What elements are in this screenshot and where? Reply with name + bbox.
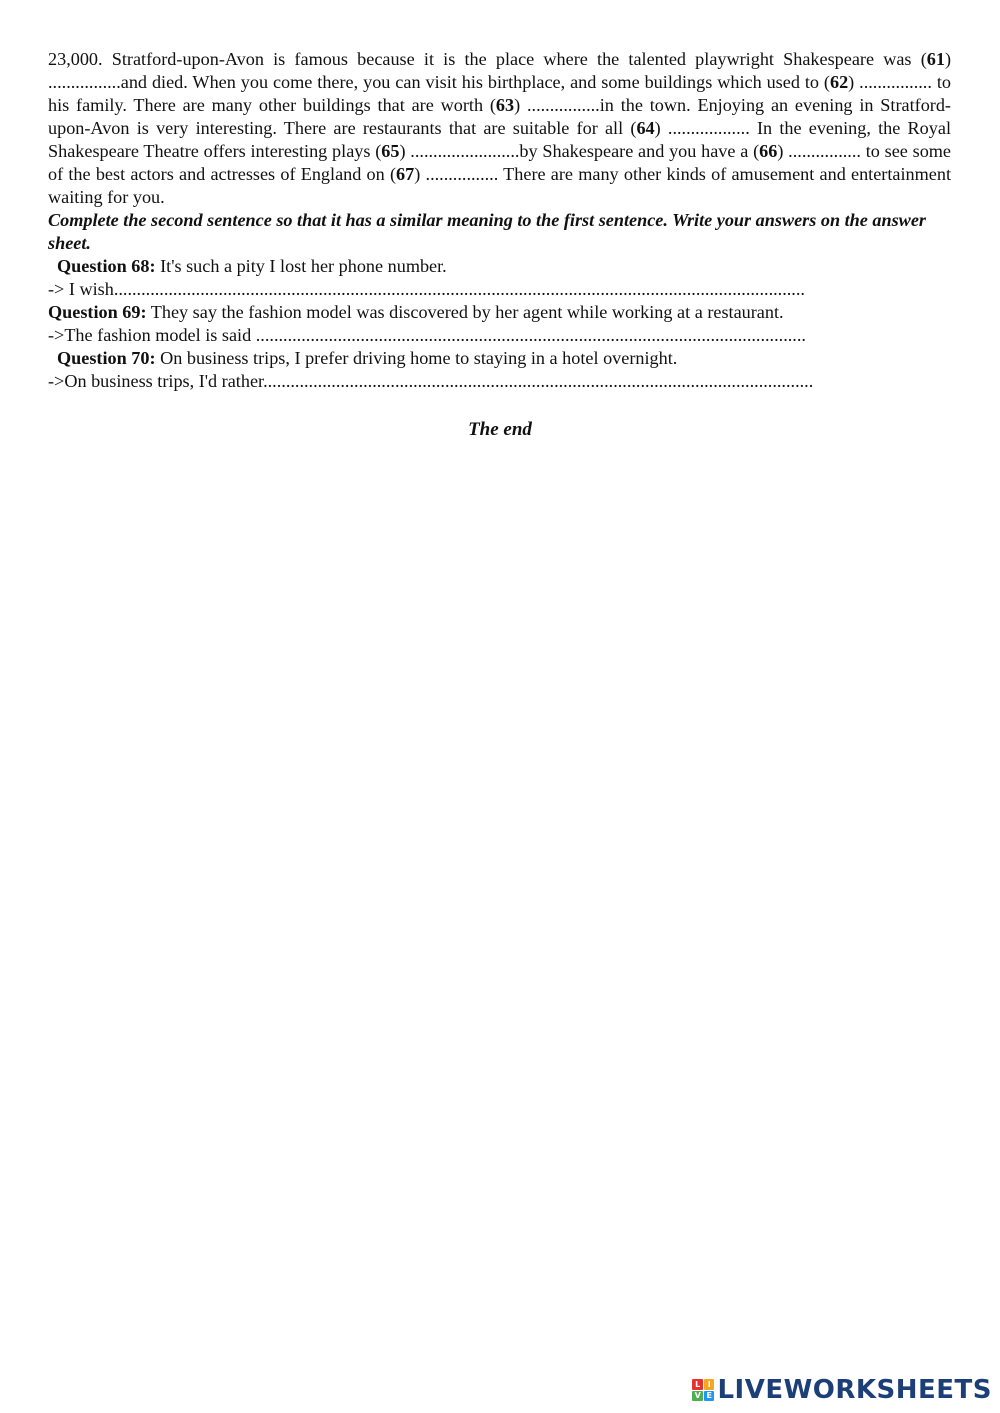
question-68 [48, 255, 951, 278]
passage-text: ) .................. In the evening, the Royal Shakespeare Theatre offers interesting plays ( [48, 118, 951, 161]
end-heading: The end [468, 419, 532, 440]
passage-text: ) ................in the town. Enjoying an evening in Stratford-upon-Avon is very interesting. There are restaurants that are suitable for all ( [48, 95, 951, 138]
worksheet-page [48, 48, 951, 393]
question-label: Question 70: [57, 348, 156, 368]
gap-number-62: 62 [829, 72, 849, 92]
gap-number-63: 63 [495, 95, 515, 115]
question-label: Question 68: [57, 256, 156, 276]
question-69 [48, 301, 951, 324]
liveworksheets-logo-icon [692, 1379, 714, 1401]
question-70 [48, 347, 951, 370]
gap-number-65: 65 [381, 141, 400, 161]
logo-letter: I [704, 1379, 715, 1390]
answer-line-70[interactable]: ->On business trips, I'd rather......................................................................................................................... [48, 371, 814, 391]
question-text: It's such a pity I lost her phone number. [155, 256, 447, 276]
logo-letter: V [692, 1391, 703, 1402]
answer-line-68[interactable]: -> I wish........................................................................................................................................................ [48, 279, 805, 299]
answer-line-69[interactable]: ->The fashion model is said ......................................................................................................................... [48, 325, 806, 345]
reading-passage [48, 48, 951, 209]
gap-number-64: 64 [636, 118, 655, 138]
logo-letter: E [704, 1391, 715, 1402]
logo-letter: L [692, 1379, 703, 1390]
section-instruction: Complete the second sentence so that it has a similar meaning to the first sentence. Write your answers on the answer sheet. [48, 210, 926, 253]
gap-number-61: 61 [926, 49, 945, 69]
liveworksheets-logo [692, 1373, 992, 1407]
passage-text: ) ................ to see some of the best actors and actresses of England on ( [48, 141, 952, 184]
passage-text: ) ................ There are many other kinds of amusement and entertainment waiting for you. [48, 164, 952, 207]
question-label: Question 69: [48, 302, 147, 322]
passage-text: ) ................and died. When you come there, you can visit his birthplace, and some buildings which used to ( [48, 49, 951, 92]
question-text: On business trips, I prefer driving home to staying in a hotel overnight. [155, 348, 678, 368]
gap-number-67: 67 [396, 164, 415, 184]
logo-wordmark: LIVEWORKSHEETS [717, 1375, 992, 1405]
question-text: They say the fashion model was discovered by her agent while working at a restaurant. [146, 302, 784, 322]
passage-text: 23,000. Stratford-upon-Avon is famous because it is the place where the talented playwright Shakespeare was ( [48, 49, 927, 69]
passage-text: ) ........................by Shakespeare and you have a ( [399, 141, 760, 161]
gap-number-66: 66 [759, 141, 778, 161]
passage-text: ) ................ to his family. There are many other buildings that are worth ( [48, 72, 951, 115]
